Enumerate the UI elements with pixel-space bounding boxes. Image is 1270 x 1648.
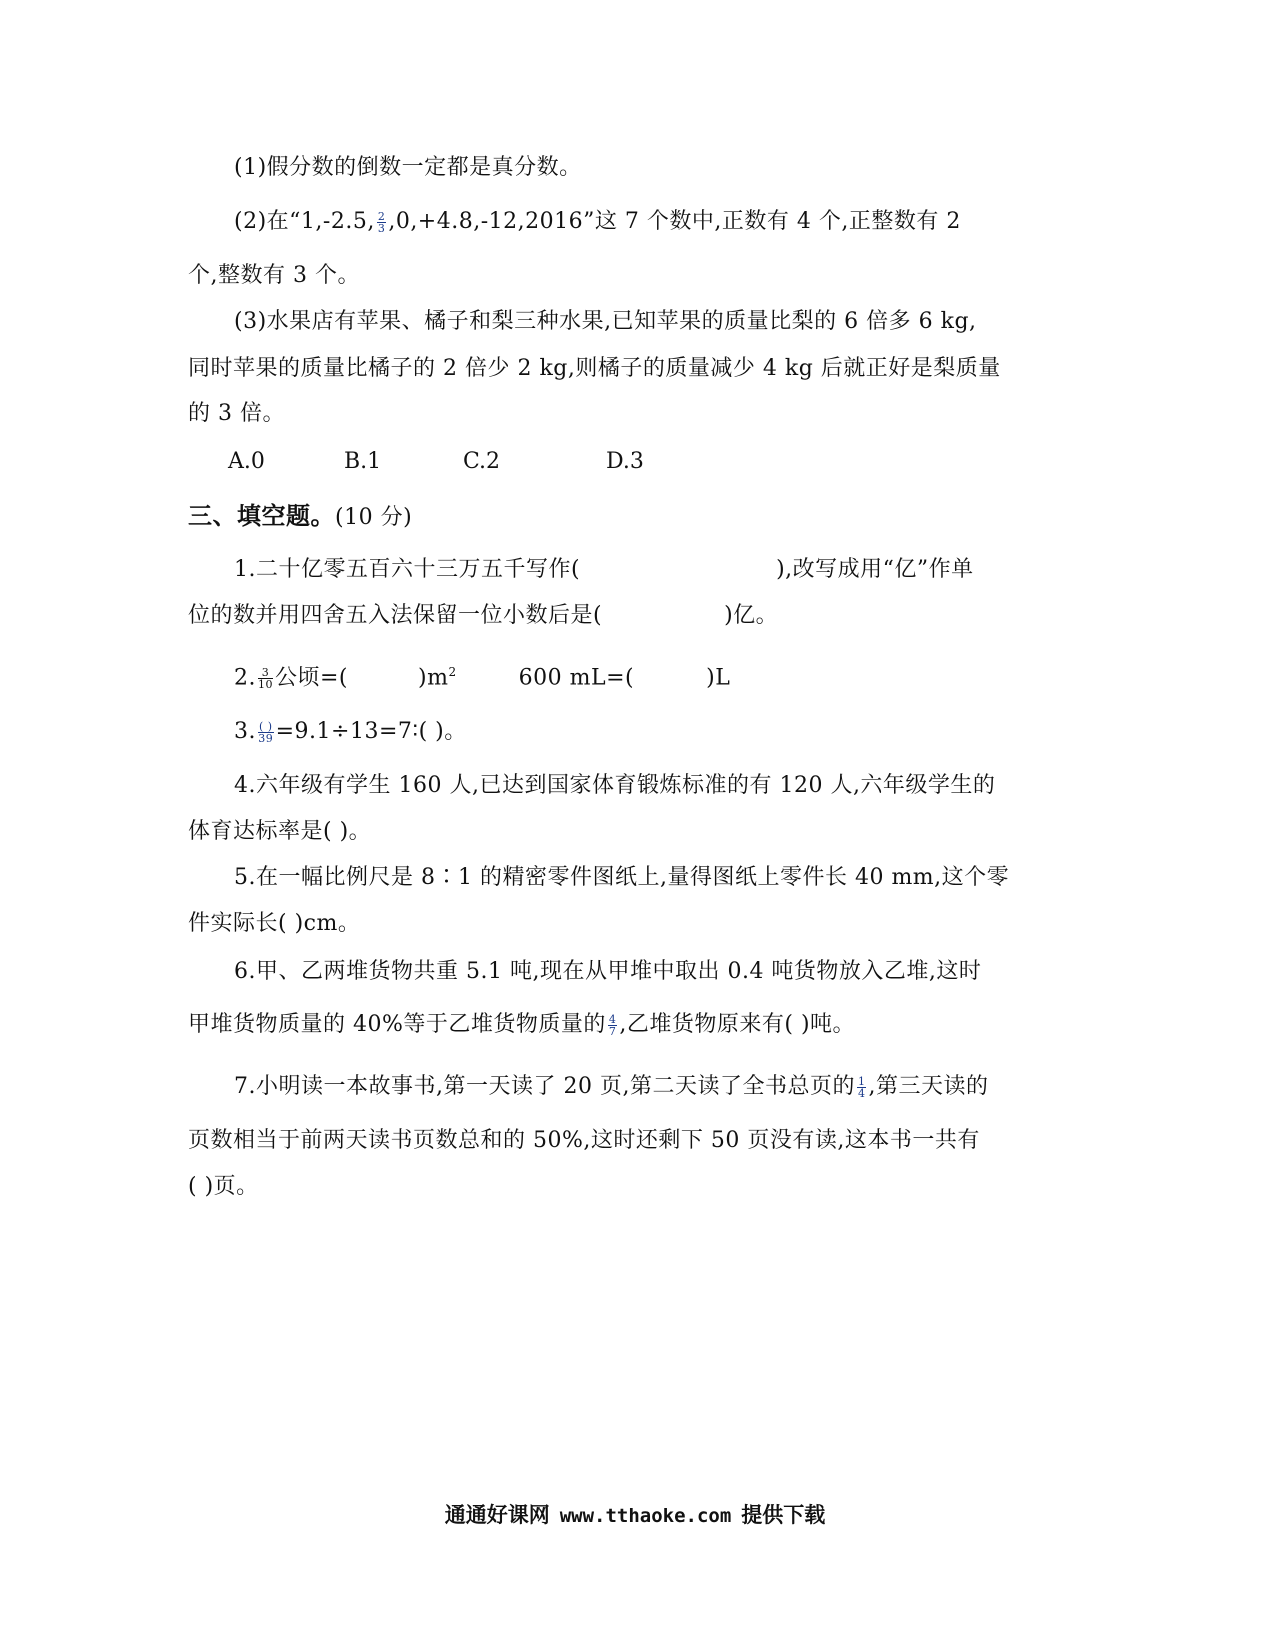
q2-number: 2. <box>234 665 256 691</box>
q3-fraction <box>258 720 274 745</box>
fraction-numerator: 4 <box>608 1013 617 1026</box>
judge-question-3-line3: 的 3 倍。 <box>188 401 285 426</box>
judge-question-2-cont: 个,整数有 3 个。 <box>188 263 360 288</box>
fill-question-1-line1 <box>234 557 974 583</box>
q2-fraction <box>377 210 387 235</box>
fraction-denominator: 4 <box>857 1087 866 1100</box>
fraction-denominator: 39 <box>258 732 274 745</box>
judge-question-3-line1: (3)水果店有苹果、橘子和梨三种水果,已知苹果的质量比梨的 6 倍多 6 kg, <box>234 309 977 334</box>
q2-part-a: 公顷=( <box>275 665 349 691</box>
fraction-numerator: ( ) <box>259 720 273 733</box>
q6-part-a: 甲堆货物质量的 40%等于乙堆货物质量的 <box>188 1012 606 1037</box>
fill-question-1-line2 <box>188 603 778 629</box>
fraction-denominator: 3 <box>377 222 386 235</box>
option-a: A.0 <box>228 449 265 474</box>
q3-text: =9.1÷13=7∶( )。 <box>275 719 467 744</box>
footer-suffix: 提供下载 <box>741 1502 826 1527</box>
footer <box>0 1502 1270 1529</box>
fraction-numerator: 3 <box>258 667 273 679</box>
judge-question-1: (1)假分数的倒数一定都是真分数。 <box>234 155 582 180</box>
q2-part-b: )m <box>418 665 449 691</box>
q2-part-d: )L <box>706 665 731 691</box>
fill-question-5-line1: 5.在一幅比例尺是 8∶1 的精密零件图纸上,量得图纸上零件长 40 mm,这个零 <box>234 865 1010 890</box>
fraction-numerator: 2 <box>377 210 386 223</box>
fill-question-3 <box>234 719 467 745</box>
q6-part-b: ,乙堆货物原来有( )吨。 <box>619 1012 856 1037</box>
q7-part-b: ,第三天读的 <box>868 1074 989 1099</box>
q2-text-post: ,0,+4.8,-12,2016”这 7 个数中,正数有 4 个,正整数有 2 <box>388 209 961 234</box>
section-3-points: (10 分) <box>335 505 413 530</box>
fill-question-7-line1 <box>234 1074 988 1100</box>
option-c: C.2 <box>463 449 501 474</box>
fill-question-6-line2 <box>188 1012 855 1038</box>
q6-fraction <box>608 1013 618 1038</box>
fill-question-6-line1: 6.甲、乙两堆货物共重 5.1 吨,现在从甲堆中取出 0.4 吨货物放入乙堆,这时 <box>234 959 982 984</box>
q7-part-a: 7.小明读一本故事书,第一天读了 20 页,第二天读了全书总页的 <box>234 1074 855 1099</box>
q7-fraction <box>857 1075 867 1100</box>
q1-part-b: ),改写成用“亿”作单 <box>776 557 974 582</box>
q1-part-c: 位的数并用四舍五入法保留一位小数后是( <box>188 603 603 628</box>
q2-fraction <box>258 666 273 692</box>
section-3-heading <box>188 503 412 531</box>
footer-brand: 通通好课网 <box>444 1502 550 1527</box>
judge-question-2 <box>234 209 961 235</box>
section-3-title: 三、填空题。 <box>188 501 335 530</box>
fill-question-2 <box>234 659 730 691</box>
judge-question-3-line2: 同时苹果的质量比橘子的 2 倍少 2 kg,则橘子的质量减少 4 kg 后就正好是梨质量 <box>188 356 1001 381</box>
q1-part-a: 1.二十亿零五百六十三万五千写作( <box>234 557 581 582</box>
q2-text-pre: (2)在“1,-2.5, <box>234 209 375 234</box>
q3-number: 3. <box>234 719 256 744</box>
fill-question-4-line1: 4.六年级有学生 160 人,已达到国家体育锻炼标准的有 120 人,六年级学生的 <box>234 773 996 798</box>
option-b: B.1 <box>344 449 382 474</box>
q1-part-d: )亿。 <box>724 603 779 628</box>
fill-question-7-line2: 页数相当于前两天读书页数总和的 50%,这时还剩下 50 页没有读,这本书一共有 <box>188 1128 980 1153</box>
fill-question-5-line2: 件实际长( )cm。 <box>188 911 361 936</box>
fraction-denominator: 10 <box>258 678 273 692</box>
fill-question-4-line2: 体育达标率是( )。 <box>188 819 372 844</box>
fraction-denominator: 7 <box>608 1025 617 1038</box>
fraction-numerator: 1 <box>857 1075 866 1088</box>
footer-url[interactable]: www.tthaoke.com <box>559 1505 732 1527</box>
fill-question-7-line3: ( )页。 <box>188 1174 259 1199</box>
option-d: D.3 <box>606 449 644 474</box>
q2-superscript: 2 <box>448 665 457 679</box>
q2-part-c: 600 mL=( <box>518 665 635 691</box>
